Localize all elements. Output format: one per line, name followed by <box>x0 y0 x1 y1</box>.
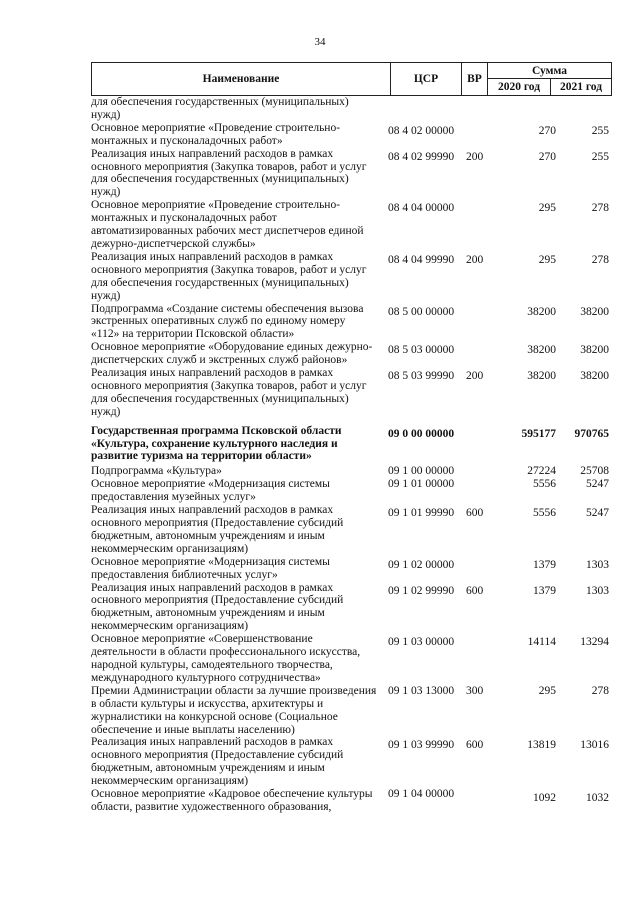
table-row: Подпрограмма «Культура» 09 1 00 00000 27224 25708 <box>91 465 609 478</box>
row-code: 09 1 03 13000 <box>388 684 455 697</box>
row-sum-2021: 5247 <box>586 507 609 520</box>
row-code: 09 1 02 99990 <box>388 584 455 597</box>
row-sum-2021: 38200 <box>580 370 609 383</box>
table-row: Основное мероприятие «Совершенствование деятельности в области профессионального искусства, народной культуры, самодеятельного творчества, международного культурного сотрудничества» 09 1 03 00000 14114 13294 <box>91 633 609 684</box>
row-code: 08 5 03 99990 <box>388 370 455 383</box>
row-sum-2020: 1092 <box>533 792 556 805</box>
row-code: 09 1 00 00000 <box>388 465 455 478</box>
row-vr: 600 <box>466 507 484 520</box>
row-text: нужд) <box>91 108 121 121</box>
row-text: Основное мероприятие «Проведение строительно- <box>91 121 341 134</box>
table-row: Реализация иных направлений расходов в рамках основного мероприятия (Предоставление субсидий бюджетным, автономным учреждениям и иным некоммерческим организациям) 09 1 01 99990 600 5556 5247 <box>91 504 609 555</box>
table-row: Основное мероприятие «Оборудование единых дежурно- диспетчерских служб и экстренных служб районов» 08 5 03 00000 38200 38200 <box>91 341 609 367</box>
table-row: Подпрограмма «Создание системы обеспечения вызова экстренных оперативных служб по единому номеру «112» на территории Псковской области» 08 5 00 00000 38200 38200 <box>91 302 609 341</box>
page-number: 34 <box>314 36 326 48</box>
table-row: Основное мероприятие «Модернизация системы предоставления музейных услуг» 09 1 01 00000 5556 5247 <box>91 478 609 504</box>
row-code: 08 4 04 99990 <box>388 253 455 266</box>
header-name: Наименование <box>91 62 391 96</box>
row-sum-2021: 255 <box>591 124 609 137</box>
table-row: Основное мероприятие «Проведение строительно- монтажных и пусконаладочных работ автоматизированных рабочих мест диспетчеров единой дежурно-диспетчерской службы» 08 4 04 00000 295 278 <box>91 199 609 250</box>
row-code: 09 1 03 99990 <box>388 739 455 752</box>
row-sum-2021: 5247 <box>586 478 609 491</box>
header-sum: Сумма <box>487 62 612 79</box>
row-vr: 300 <box>466 684 484 697</box>
table-row: Основное мероприятие «Кадровое обеспечение культуры области, развитие художественного образования, 09 1 04 00000 1092 1032 <box>91 788 609 813</box>
row-vr: 600 <box>466 584 484 597</box>
row-vr: 200 <box>466 253 484 266</box>
row-vr: 600 <box>466 739 484 752</box>
table-row: Реализация иных направлений расходов в рамках основного мероприятия (Закупка товаров, работ и услуг для обеспечения государственных (муниципальных) нужд) 08 5 03 99990 200 38200 38200 <box>91 367 609 418</box>
table-row: Реализация иных направлений расходов в рамках основного мероприятия (Предоставление субсидий бюджетным, автономным учреждениям и иным некоммерческим организациям) 09 1 02 99990 600 1379 1303 <box>91 581 609 633</box>
row-sum-2021: 278 <box>591 202 609 215</box>
table-header <box>91 62 612 96</box>
row-sum-2020: 295 <box>538 684 556 697</box>
row-sum-2020: 595177 <box>521 427 556 440</box>
table-body <box>91 96 612 814</box>
table-row: Реализация иных направлений расходов в рамках основного мероприятия (Закупка товаров, работ и услуг для обеспечения государственных (муниципальных) нужд) 08 4 04 99990 200 295 278 <box>91 250 609 302</box>
row-sum-2020: 1379 <box>533 584 556 597</box>
row-sum-2020: 270 <box>538 150 556 163</box>
row-sum-2021: 255 <box>591 150 609 163</box>
row-sum-2020: 1379 <box>533 558 556 571</box>
row-code: 08 4 02 00000 <box>388 124 455 137</box>
row-sum-2021: 1303 <box>586 558 609 571</box>
row-code: 08 4 02 99990 <box>388 150 455 163</box>
row-sum-2020: 270 <box>538 124 556 137</box>
row-sum-2020: 5556 <box>533 507 556 520</box>
row-sum-2020: 5556 <box>533 478 556 491</box>
row-sum-2021: 278 <box>591 684 609 697</box>
row-code: 09 1 04 00000 <box>388 788 455 801</box>
row-sum-2020: 13819 <box>527 739 556 752</box>
row-sum-2020: 38200 <box>527 370 556 383</box>
table-row: Реализация иных направлений расходов в рамках основного мероприятия (Закупка товаров, работ и услуг для обеспечения государственных (муниципальных) нужд) 08 4 02 99990 200 270 255 <box>91 147 609 199</box>
row-code: 08 5 00 00000 <box>388 305 455 318</box>
row-sum-2021: 38200 <box>580 344 609 357</box>
header-csr: ЦСР <box>390 62 462 96</box>
header-2020: 2020 год <box>487 78 551 96</box>
row-code: 09 1 01 00000 <box>388 478 455 491</box>
row-sum-2021: 13294 <box>580 636 609 649</box>
row-sum-2020: 295 <box>538 202 556 215</box>
row-sum-2021: 38200 <box>580 305 609 318</box>
table-row: Премии Администрации области за лучшие произведения в области культуры и искусства, архитектуры и журналистики на конкурсной основе (Социальное обеспечение и иные выплаты населению) 09 1 03 13000 300 295 278 <box>91 684 609 736</box>
row-sum-2021: 970765 <box>574 427 609 440</box>
table-row: Реализация иных направлений расходов в рамках основного мероприятия (Предоставление субсидий бюджетным, автономным учреждениям и иным некоммерческим организациям) 09 1 03 99990 600 13819 13016 <box>91 736 609 788</box>
row-code: 09 0 00 00000 <box>388 427 455 440</box>
row-code: 08 4 04 00000 <box>388 202 455 215</box>
table-row: Основное мероприятие «Модернизация системы предоставления библиотечных услуг» 09 1 02 00000 1379 1303 <box>91 555 609 581</box>
row-sum-2020: 14114 <box>527 636 556 649</box>
row-sum-2021: 1032 <box>586 792 609 805</box>
header-vr: ВР <box>461 62 488 96</box>
row-sum-2020: 27224 <box>527 465 556 478</box>
table-row <box>91 96 612 122</box>
row-sum-2021: 1303 <box>586 584 609 597</box>
row-text: для обеспечения государственных (муниципальных) <box>91 96 349 108</box>
header-2021: 2021 год <box>550 78 612 96</box>
row-sum-2020: 295 <box>538 253 556 266</box>
row-sum-2020: 38200 <box>527 305 556 318</box>
row-code: 09 1 01 99990 <box>388 507 455 520</box>
table-row: Государственная программа Псковской области «Культура, сохранение культурного наследия и развитие туризма на территории области» 09 0 00 00000 595177 970765 <box>91 424 609 463</box>
row-sum-2021: 13016 <box>580 739 609 752</box>
row-text: монтажных и пусконаладочных работ» <box>91 134 283 147</box>
row-sum-2020: 38200 <box>527 344 556 357</box>
table-row <box>91 122 612 148</box>
row-vr: 200 <box>466 150 484 163</box>
row-code: 08 5 03 00000 <box>388 344 455 357</box>
row-code: 09 1 02 00000 <box>388 558 455 571</box>
row-sum-2021: 25708 <box>580 465 609 478</box>
row-code: 09 1 03 00000 <box>388 636 455 649</box>
row-sum-2021: 278 <box>591 253 609 266</box>
row-vr: 200 <box>466 370 484 383</box>
